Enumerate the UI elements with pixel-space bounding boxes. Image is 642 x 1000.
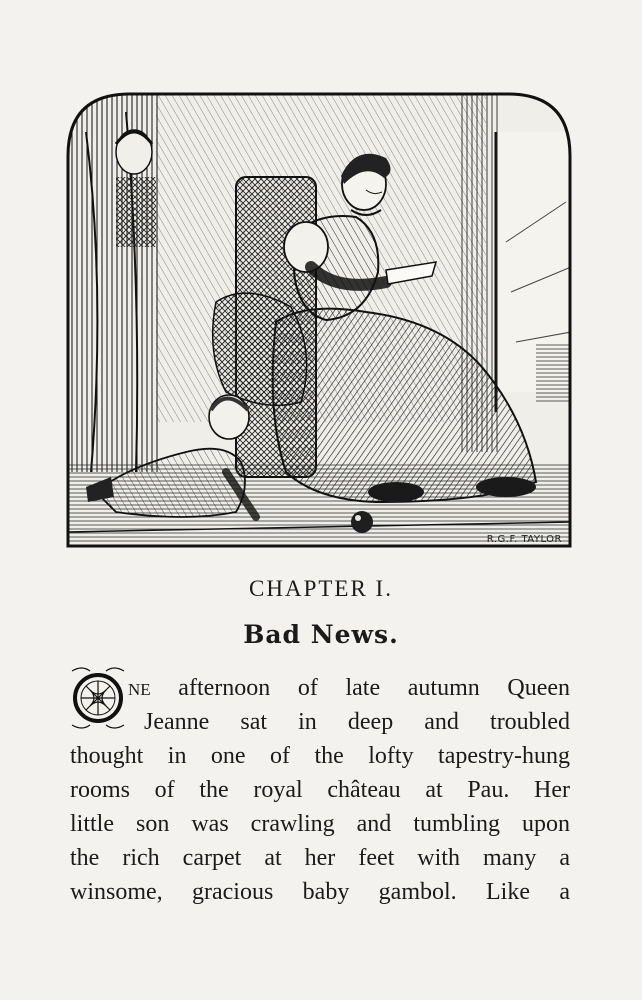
text-line-3: thought in one of the lofty tapestry-hung (70, 743, 570, 769)
text-line-5: little son was crawling and tumbling upon (70, 811, 570, 837)
chapter-illustration (66, 92, 572, 548)
artist-signature: R.G.F. TAYLOR (486, 534, 562, 545)
text-line-4: rooms of the royal château at Pau. Her (70, 777, 570, 803)
chapter-heading: CHAPTER I. (249, 576, 393, 601)
text-line-7: winsome, gracious baby gambol. Like a (70, 879, 570, 905)
drop-cap-letter: O (97, 673, 99, 674)
chapter-title: Bad News. (243, 620, 399, 649)
engraving-image (66, 92, 572, 548)
text-line-6: the rich carpet at her feet with many a (70, 845, 570, 871)
small-caps-word: ne (128, 675, 151, 701)
text-line-1: ne afternoon of late autumn Queen (128, 675, 570, 701)
text-line-2: Jeanne sat in deep and troubled (144, 709, 570, 735)
drop-cap-ornament (68, 663, 128, 733)
